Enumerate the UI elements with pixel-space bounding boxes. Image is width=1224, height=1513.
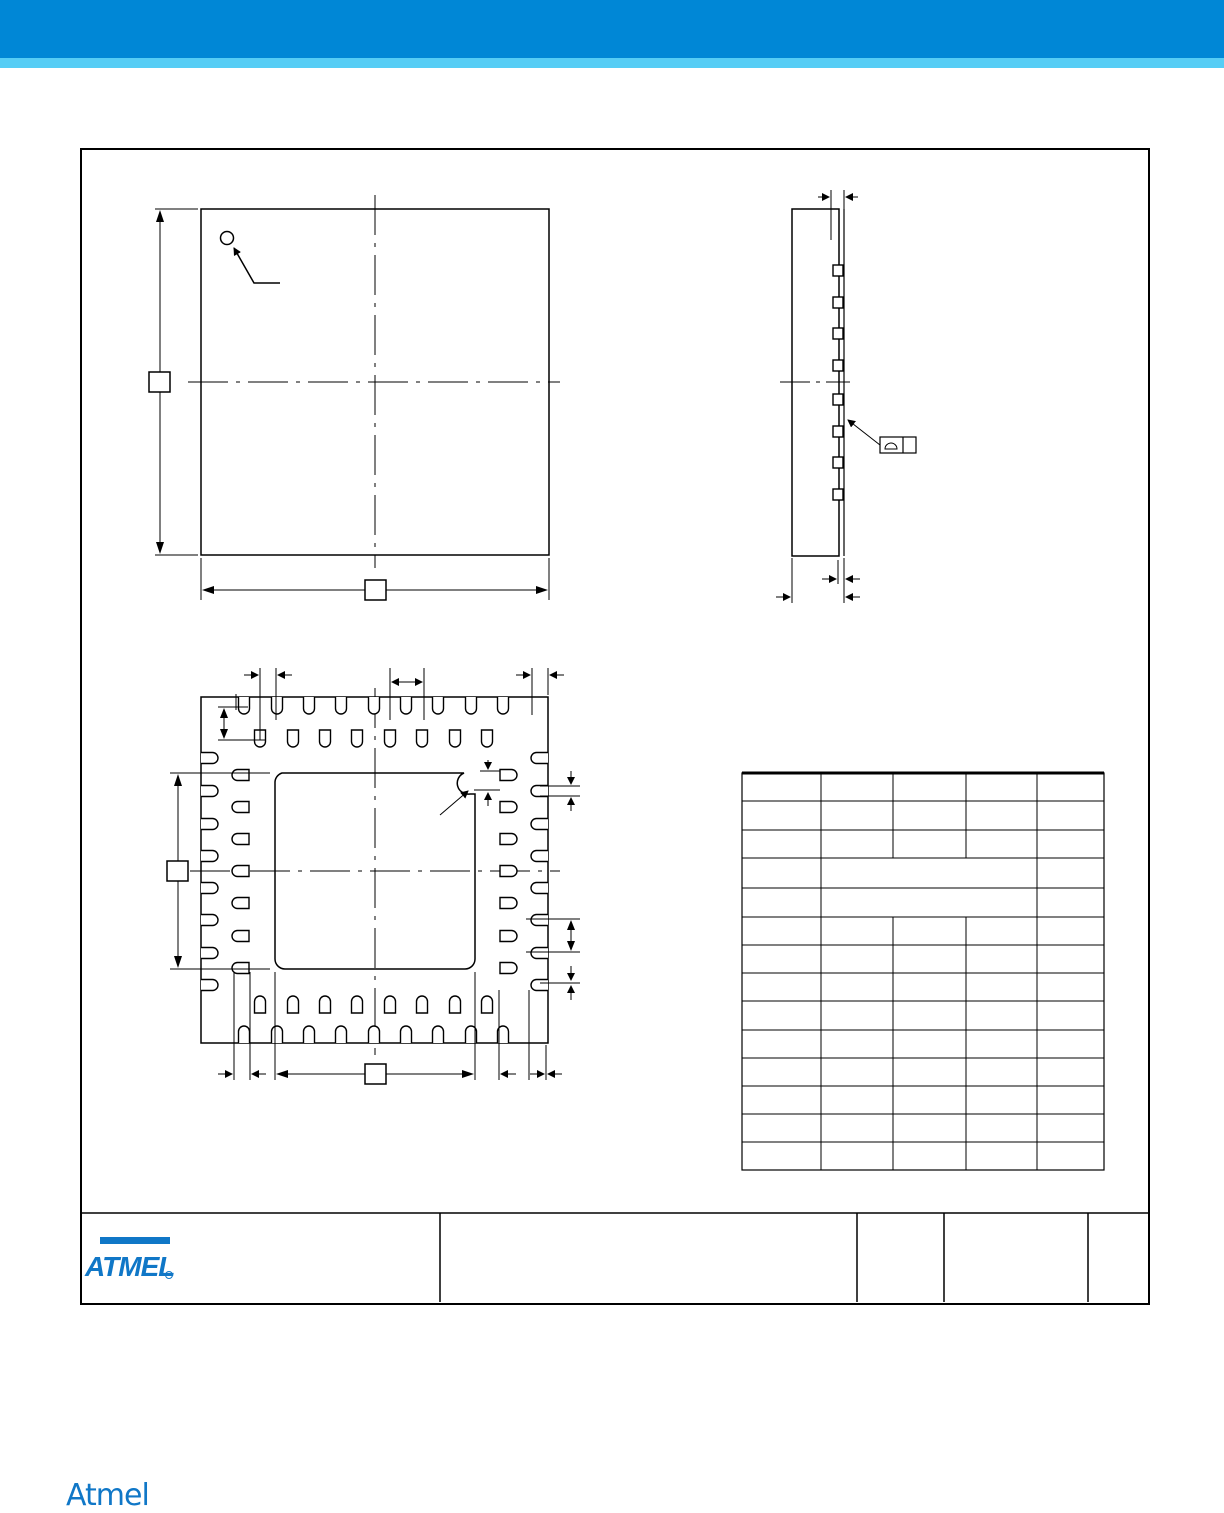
terminal-pad-right-inner (500, 834, 517, 845)
terminal-pad-bottom-inner (320, 996, 331, 1013)
terminal-pad-right-inner (500, 963, 517, 974)
terminal-pad-top-outer (498, 697, 509, 714)
terminal-pad-bottom-outer (239, 1026, 250, 1043)
terminal-pad-top-inner (385, 730, 396, 747)
terminal-pad-bottom-outer (304, 1026, 315, 1043)
terminal-pad-left-outer (201, 786, 218, 797)
terminal-pad-left-inner (232, 931, 249, 942)
dimension-box-bottom (365, 580, 386, 600)
terminal-pad-bottom-inner (255, 996, 266, 1013)
terminal-pad-bottom-inner (385, 996, 396, 1013)
dimension-box-left (149, 372, 170, 392)
terminal-pad-right-outer (531, 948, 548, 959)
terminal-pad-bottom-inner (352, 996, 363, 1013)
pin1-marker-circle (221, 232, 234, 245)
terminal-pad-top-inner (320, 730, 331, 747)
terminal-pad-bottom-inner (417, 996, 428, 1013)
dimension-table-grid (742, 773, 1104, 1170)
terminal-pad-right-inner (500, 770, 517, 781)
bottom-view (167, 668, 580, 1084)
terminal-pad-bottom-outer (272, 1026, 283, 1043)
dimension-table (742, 773, 1104, 1170)
coplanarity-frame (880, 437, 916, 453)
terminal-pad-left-inner (232, 963, 249, 974)
terminal-pad-right-outer (531, 980, 548, 991)
terminal-pad-top-outer (433, 697, 444, 714)
terminal-pad-top-outer (401, 697, 412, 714)
terminal-pad-right-outer (531, 851, 548, 862)
terminal-pad-top-inner (450, 730, 461, 747)
terminal-pad-bottom-outer (401, 1026, 412, 1043)
terminal-pad-left-outer (201, 753, 218, 764)
terminal-pad-left-outer (201, 980, 218, 991)
terminal-pad-left-outer (201, 915, 218, 926)
terminal-pad-top-outer (272, 697, 283, 714)
dimension-box-pad-height (167, 861, 188, 881)
terminal-pad-right-inner (500, 931, 517, 942)
top-view (149, 195, 560, 600)
terminal-pad-top-inner (352, 730, 363, 747)
title-block (80, 1213, 1148, 1302)
terminal-pad-left-inner (232, 770, 249, 781)
terminal-pad-left-inner (232, 834, 249, 845)
terminal-pad-top-outer (336, 697, 347, 714)
dimension-box-pad-width (365, 1064, 386, 1084)
terminal-pad-bottom-outer (433, 1026, 444, 1043)
footer-atmel-logo: Atmel (66, 1478, 149, 1513)
terminal-pad-right-inner (500, 866, 517, 877)
terminal-pad-right-outer (531, 915, 548, 926)
terminal-pad-bottom-inner (288, 996, 299, 1013)
terminal-pad-top-outer (239, 697, 250, 714)
terminal-pad-left-outer (201, 851, 218, 862)
pin1-leader (234, 248, 280, 283)
terminal-pad-top-outer (466, 697, 477, 714)
terminal-pad-bottom-outer (369, 1026, 380, 1043)
terminal-pad-right-outer (531, 883, 548, 894)
title-block-logo-text: ATMEL (85, 1251, 175, 1282)
terminal-pad-right-outer (531, 786, 548, 797)
coplanarity-leader (848, 420, 880, 445)
terminal-pad-bottom-inner (482, 996, 493, 1013)
terminal-pad-right-outer (531, 753, 548, 764)
terminal-pad-right-outer (531, 819, 548, 830)
terminal-pad-right-inner (500, 898, 517, 909)
title-block-atmel-logo (84, 1237, 174, 1282)
terminal-pad-bottom-outer (336, 1026, 347, 1043)
terminal-pad-top-inner (288, 730, 299, 747)
terminal-pad-left-outer (201, 819, 218, 830)
side-view (776, 190, 916, 603)
terminal-pad-top-inner (417, 730, 428, 747)
terminal-pad-top-outer (369, 697, 380, 714)
terminal-pad-left-inner (232, 898, 249, 909)
terminal-pad-top-outer (304, 697, 315, 714)
terminal-pad-left-outer (201, 883, 218, 894)
terminal-pad-left-inner (232, 866, 249, 877)
terminal-pad-top-inner (482, 730, 493, 747)
terminal-pad-right-inner (500, 802, 517, 813)
terminal-pad-bottom-inner (450, 996, 461, 1013)
terminal-pad-left-inner (232, 802, 249, 813)
terminal-pad-left-outer (201, 948, 218, 959)
